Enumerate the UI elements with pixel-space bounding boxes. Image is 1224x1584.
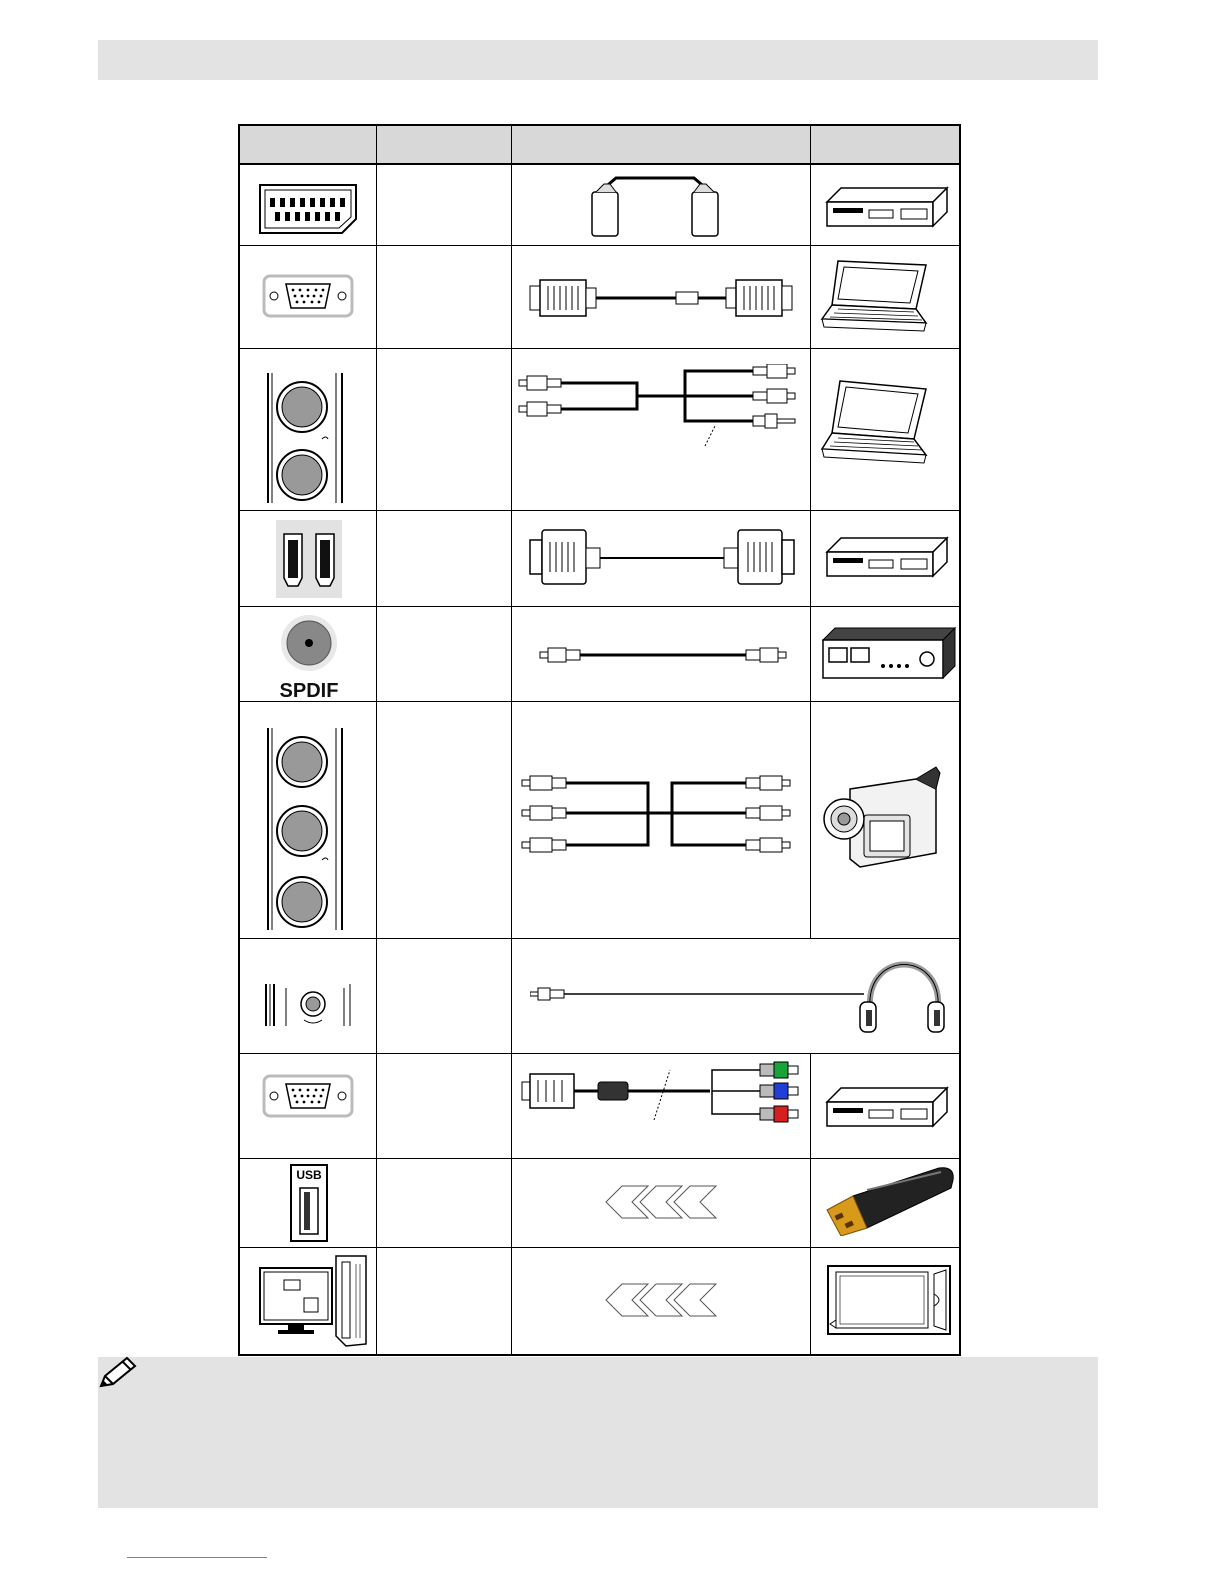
hdmi-socket-icon <box>276 520 342 598</box>
dvd-player-icon-2 <box>825 534 949 578</box>
dvd-player-icon-3 <box>825 1084 949 1128</box>
hdmi-cable-icon <box>528 526 798 588</box>
amplifier-icon <box>821 626 957 680</box>
scart-cable-icon <box>580 170 730 242</box>
scart-socket-icon <box>256 181 360 235</box>
headphone-cable-icon <box>530 952 946 1040</box>
table-header <box>240 126 959 165</box>
vga-cable-icon <box>526 274 796 324</box>
top-band <box>98 40 1098 80</box>
laptop-icon-2 <box>818 377 930 471</box>
pc-audio-socket-icon <box>262 371 352 505</box>
camcorder-icon <box>820 763 942 873</box>
ypbpr-cable-icon <box>520 1060 806 1150</box>
footer-link-underline[interactable] <box>127 1557 267 1558</box>
usb-socket-icon <box>290 1164 328 1242</box>
dvd-player-icon <box>825 184 949 228</box>
note-band <box>98 1357 1098 1508</box>
headphone-socket-icon <box>264 982 352 1028</box>
insert-arrows-icon <box>604 1184 720 1220</box>
spdif-socket-icon <box>240 612 378 702</box>
spdif-label: SPDIF <box>279 680 339 702</box>
ci-slot-icon <box>258 1254 370 1348</box>
ci-card-icon <box>826 1264 952 1336</box>
av-socket-icon <box>262 726 352 932</box>
pc-audio-cable-icon <box>517 364 807 464</box>
laptop-icon <box>818 257 930 339</box>
vga-socket-icon <box>262 274 354 318</box>
ypbpr-socket-icon <box>262 1074 354 1118</box>
coaxial-cable-icon <box>538 640 788 670</box>
usb-stick-icon <box>823 1166 955 1236</box>
usb-label: USB <box>296 1168 322 1182</box>
connections-table <box>238 124 961 1356</box>
insert-arrows-icon-2 <box>604 1282 720 1318</box>
pencil-note-icon <box>97 1356 139 1390</box>
av-cable-icon <box>520 768 806 858</box>
